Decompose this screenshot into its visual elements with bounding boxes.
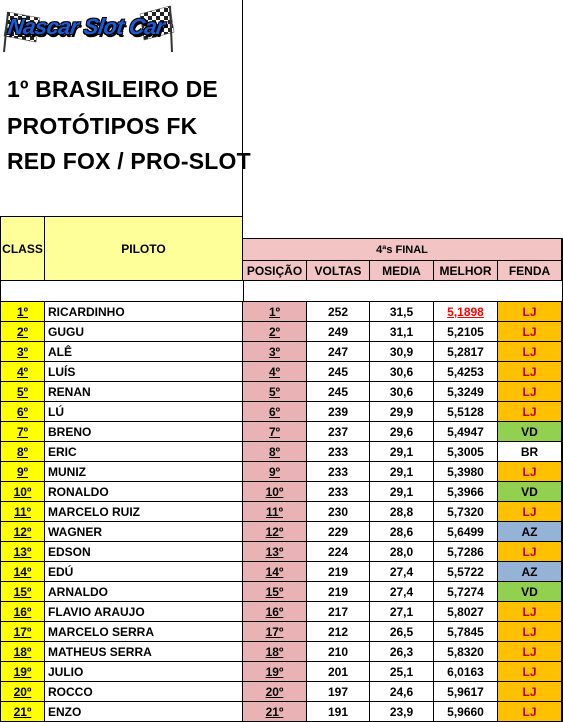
row-posicao: 12º (243, 522, 307, 542)
row-class: 11º (1, 502, 45, 522)
row-piloto: BRENO (45, 422, 243, 442)
row-melhor: 5,4253 (434, 362, 498, 382)
row-piloto: MATHEUS SERRA (45, 642, 243, 662)
row-fenda: VD (498, 482, 562, 502)
row-piloto: MUNIZ (45, 462, 243, 482)
row-voltas: 229 (307, 522, 370, 542)
row-posicao: 15º (243, 582, 307, 602)
header-fenda: FENDA (498, 261, 562, 281)
row-class: 3º (1, 342, 45, 362)
row-melhor: 5,9617 (434, 682, 498, 702)
row-melhor: 5,8320 (434, 642, 498, 662)
row-voltas: 233 (307, 482, 370, 502)
row-voltas: 219 (307, 582, 370, 602)
row-posicao: 19º (243, 662, 307, 682)
row-fenda: VD (498, 582, 562, 602)
row-piloto: LUÍS (45, 362, 243, 382)
row-posicao: 17º (243, 622, 307, 642)
row-posicao: 21º (243, 702, 307, 722)
row-media: 30,6 (370, 382, 434, 402)
row-class: 19º (1, 662, 45, 682)
row-posicao: 16º (243, 602, 307, 622)
row-media: 29,1 (370, 442, 434, 462)
row-melhor: 5,6499 (434, 522, 498, 542)
row-class: 10º (1, 482, 45, 502)
nascar-slot-car-logo (0, 0, 175, 62)
row-media: 25,1 (370, 662, 434, 682)
row-piloto: RICARDINHO (45, 302, 243, 322)
row-fenda: LJ (498, 322, 562, 342)
row-class: 6º (1, 402, 45, 422)
row-voltas: 233 (307, 442, 370, 462)
row-media: 28,0 (370, 542, 434, 562)
row-piloto: ENZO (45, 702, 243, 722)
header-posicao: POSIÇÃO (243, 261, 307, 281)
row-media: 27,1 (370, 602, 434, 622)
row-voltas: 247 (307, 342, 370, 362)
row-voltas: 249 (307, 322, 370, 342)
header-divider (242, 0, 243, 238)
row-fenda: LJ (498, 302, 562, 322)
row-voltas: 245 (307, 382, 370, 402)
row-posicao: 14º (243, 562, 307, 582)
row-voltas: 233 (307, 462, 370, 482)
row-posicao: 5º (243, 382, 307, 402)
row-fenda: LJ (498, 502, 562, 522)
row-voltas: 239 (307, 402, 370, 422)
row-class: 17º (1, 622, 45, 642)
row-media: 26,3 (370, 642, 434, 662)
row-media: 26,5 (370, 622, 434, 642)
row-melhor: 5,7320 (434, 502, 498, 522)
row-media: 23,9 (370, 702, 434, 722)
row-melhor: 5,2817 (434, 342, 498, 362)
row-class: 7º (1, 422, 45, 442)
row-fenda: LJ (498, 402, 562, 422)
header-media: MEDIA (370, 261, 434, 281)
row-media: 27,4 (370, 582, 434, 602)
row-posicao: 6º (243, 402, 307, 422)
row-fenda: AZ (498, 522, 562, 542)
row-voltas: 252 (307, 302, 370, 322)
row-class: 1º (1, 302, 45, 322)
row-class: 5º (1, 382, 45, 402)
row-posicao: 3º (243, 342, 307, 362)
header-piloto: PILOTO (45, 217, 243, 281)
row-piloto: MARCELO RUIZ (45, 502, 243, 522)
row-class: 20º (1, 682, 45, 702)
row-media: 29,1 (370, 462, 434, 482)
row-melhor: 5,7274 (434, 582, 498, 602)
row-piloto: ROCCO (45, 682, 243, 702)
row-posicao: 13º (243, 542, 307, 562)
row-voltas: 224 (307, 542, 370, 562)
row-media: 30,6 (370, 362, 434, 382)
row-fenda: VD (498, 422, 562, 442)
row-fenda: LJ (498, 702, 562, 722)
row-piloto: EDSON (45, 542, 243, 562)
row-piloto: ARNALDO (45, 582, 243, 602)
row-posicao: 10º (243, 482, 307, 502)
row-melhor: 5,7286 (434, 542, 498, 562)
row-fenda: BR (498, 442, 562, 462)
row-fenda: LJ (498, 362, 562, 382)
row-class: 2º (1, 322, 45, 342)
row-piloto: WAGNER (45, 522, 243, 542)
row-fenda: LJ (498, 622, 562, 642)
row-piloto: ERIC (45, 442, 243, 462)
row-voltas: 217 (307, 602, 370, 622)
header-group-final: 4ªs FINAL (243, 238, 562, 261)
row-posicao: 8º (243, 442, 307, 462)
row-class: 12º (1, 522, 45, 542)
row-melhor: 5,4947 (434, 422, 498, 442)
row-melhor: 5,8027 (434, 602, 498, 622)
row-melhor: 5,3980 (434, 462, 498, 482)
row-piloto: MARCELO SERRA (45, 622, 243, 642)
row-class: 16º (1, 602, 45, 622)
row-fenda: LJ (498, 642, 562, 662)
title-line-2: PROTÓTIPOS FK (7, 113, 198, 139)
row-posicao: 7º (243, 422, 307, 442)
row-fenda: LJ (498, 602, 562, 622)
row-voltas: 219 (307, 562, 370, 582)
row-voltas: 191 (307, 702, 370, 722)
row-class: 9º (1, 462, 45, 482)
row-class: 8º (1, 442, 45, 462)
row-piloto: LÚ (45, 402, 243, 422)
row-media: 31,1 (370, 322, 434, 342)
row-media: 28,6 (370, 522, 434, 542)
row-voltas: 201 (307, 662, 370, 682)
row-piloto: RONALDO (45, 482, 243, 502)
row-fenda: LJ (498, 342, 562, 362)
row-piloto: GUGU (45, 322, 243, 342)
spacer-divider (243, 281, 244, 302)
row-voltas: 212 (307, 622, 370, 642)
row-fenda: AZ (498, 562, 562, 582)
row-media: 29,1 (370, 482, 434, 502)
row-piloto: FLAVIO ARAUJO (45, 602, 243, 622)
row-media: 27,4 (370, 562, 434, 582)
row-posicao: 2º (243, 322, 307, 342)
row-media: 28,8 (370, 502, 434, 522)
header-voltas: VOLTAS (307, 261, 370, 281)
row-class: 13º (1, 542, 45, 562)
title-line-3: RED FOX / PRO-SLOT (7, 148, 251, 174)
row-melhor: 5,5722 (434, 562, 498, 582)
row-voltas: 245 (307, 362, 370, 382)
row-melhor: 5,1898 (434, 302, 498, 322)
title-line-1: 1º BRASILEIRO DE (7, 76, 218, 102)
row-melhor: 5,2105 (434, 322, 498, 342)
row-class: 15º (1, 582, 45, 602)
row-piloto: EDÚ (45, 562, 243, 582)
row-media: 29,6 (370, 422, 434, 442)
row-class: 14º (1, 562, 45, 582)
row-fenda: LJ (498, 382, 562, 402)
row-voltas: 237 (307, 422, 370, 442)
row-piloto: JULIO (45, 662, 243, 682)
row-media: 31,5 (370, 302, 434, 322)
logo-text: Nascar Slot Car (6, 14, 167, 39)
row-media: 24,6 (370, 682, 434, 702)
row-melhor: 5,9660 (434, 702, 498, 722)
row-class: 21º (1, 702, 45, 722)
row-melhor: 5,5128 (434, 402, 498, 422)
row-melhor: 5,3966 (434, 482, 498, 502)
row-fenda: LJ (498, 542, 562, 562)
row-media: 30,9 (370, 342, 434, 362)
row-fenda: LJ (498, 682, 562, 702)
row-fenda: LJ (498, 462, 562, 482)
row-melhor: 5,3005 (434, 442, 498, 462)
row-class: 4º (1, 362, 45, 382)
row-piloto: ALÊ (45, 342, 243, 362)
row-melhor: 5,3249 (434, 382, 498, 402)
row-melhor: 5,7845 (434, 622, 498, 642)
row-posicao: 1º (243, 302, 307, 322)
row-voltas: 230 (307, 502, 370, 522)
row-voltas: 197 (307, 682, 370, 702)
row-fenda: LJ (498, 662, 562, 682)
header-class: CLASS (1, 217, 45, 281)
row-posicao: 11º (243, 502, 307, 522)
row-class: 18º (1, 642, 45, 662)
row-melhor: 6,0163 (434, 662, 498, 682)
row-posicao: 20º (243, 682, 307, 702)
row-voltas: 210 (307, 642, 370, 662)
row-media: 29,9 (370, 402, 434, 422)
row-posicao: 9º (243, 462, 307, 482)
row-piloto: RENAN (45, 382, 243, 402)
row-posicao: 4º (243, 362, 307, 382)
header-melhor: MELHOR (434, 261, 498, 281)
row-posicao: 18º (243, 642, 307, 662)
